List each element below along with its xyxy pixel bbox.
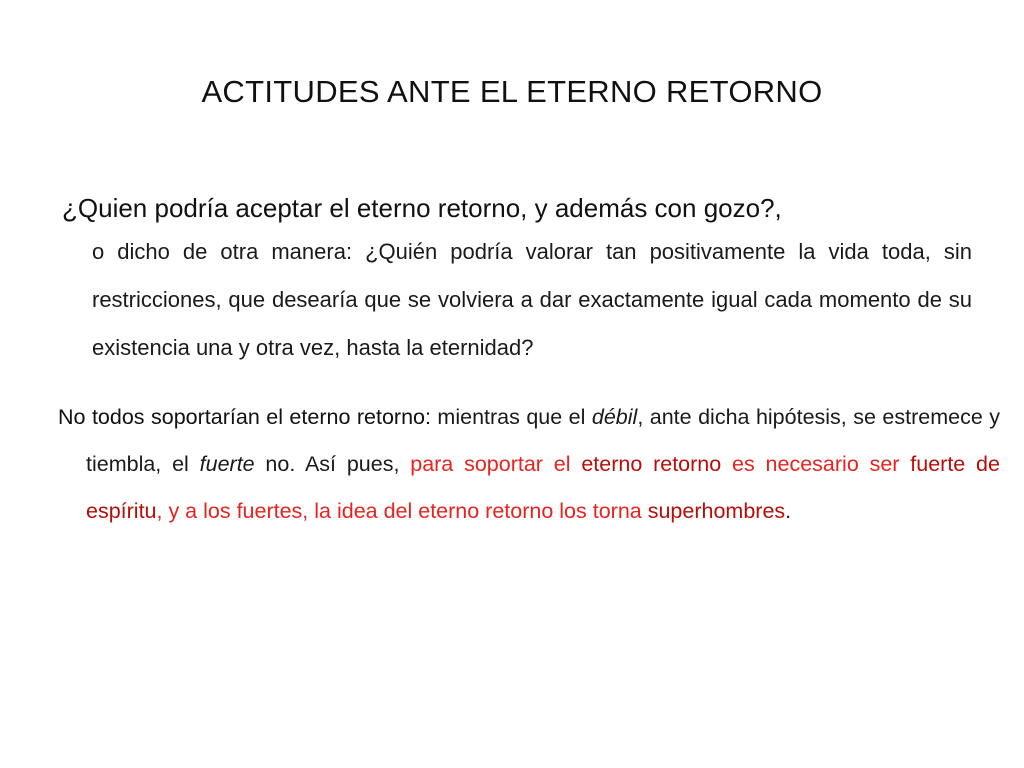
slide-title: ACTITUDES ANTE EL ETERNO RETORNO (201, 74, 823, 109)
thesis-fuerte-espiritu: fuerte de espíritu (86, 452, 1000, 523)
thesis-text-3: no. Así pues, (254, 452, 411, 476)
thesis-fuerte: fuerte (199, 452, 255, 476)
question-heading (58, 188, 972, 228)
thesis-text-2: , ante dicha hipótesis, se estremece y tiembla, el (86, 405, 1000, 476)
question-block (58, 188, 972, 372)
thesis-red-3: , y a los fuertes, la idea del eterno retorno los torna (156, 499, 648, 523)
thesis-text-1: mientras que el (430, 405, 592, 429)
thesis-debil: débil (591, 405, 638, 429)
thesis-red-1: para soportar el (410, 452, 582, 476)
question-heading-comma: , (774, 193, 782, 223)
thesis-red-2: es necesario ser (721, 452, 911, 476)
thesis-period: . (785, 499, 792, 523)
thesis-paragraph (58, 394, 1000, 535)
thesis-opening: No todos soportarían el eterno retorno: (58, 405, 431, 429)
thesis-superhombres: superhombres (647, 499, 786, 523)
question-heading-text: ¿Quien podría aceptar el eterno retorno, y además con gozo? (62, 193, 775, 223)
thesis-eterno-retorno: eterno retorno (581, 452, 722, 476)
question-body: o dicho de otra manera: ¿Quién podría valorar tan positivamente la vida toda, sin restricciones, que desearía que se volviera a dar exactamente igual cada momento de su existencia una y otra vez, hasta la eternidad? (92, 239, 972, 360)
